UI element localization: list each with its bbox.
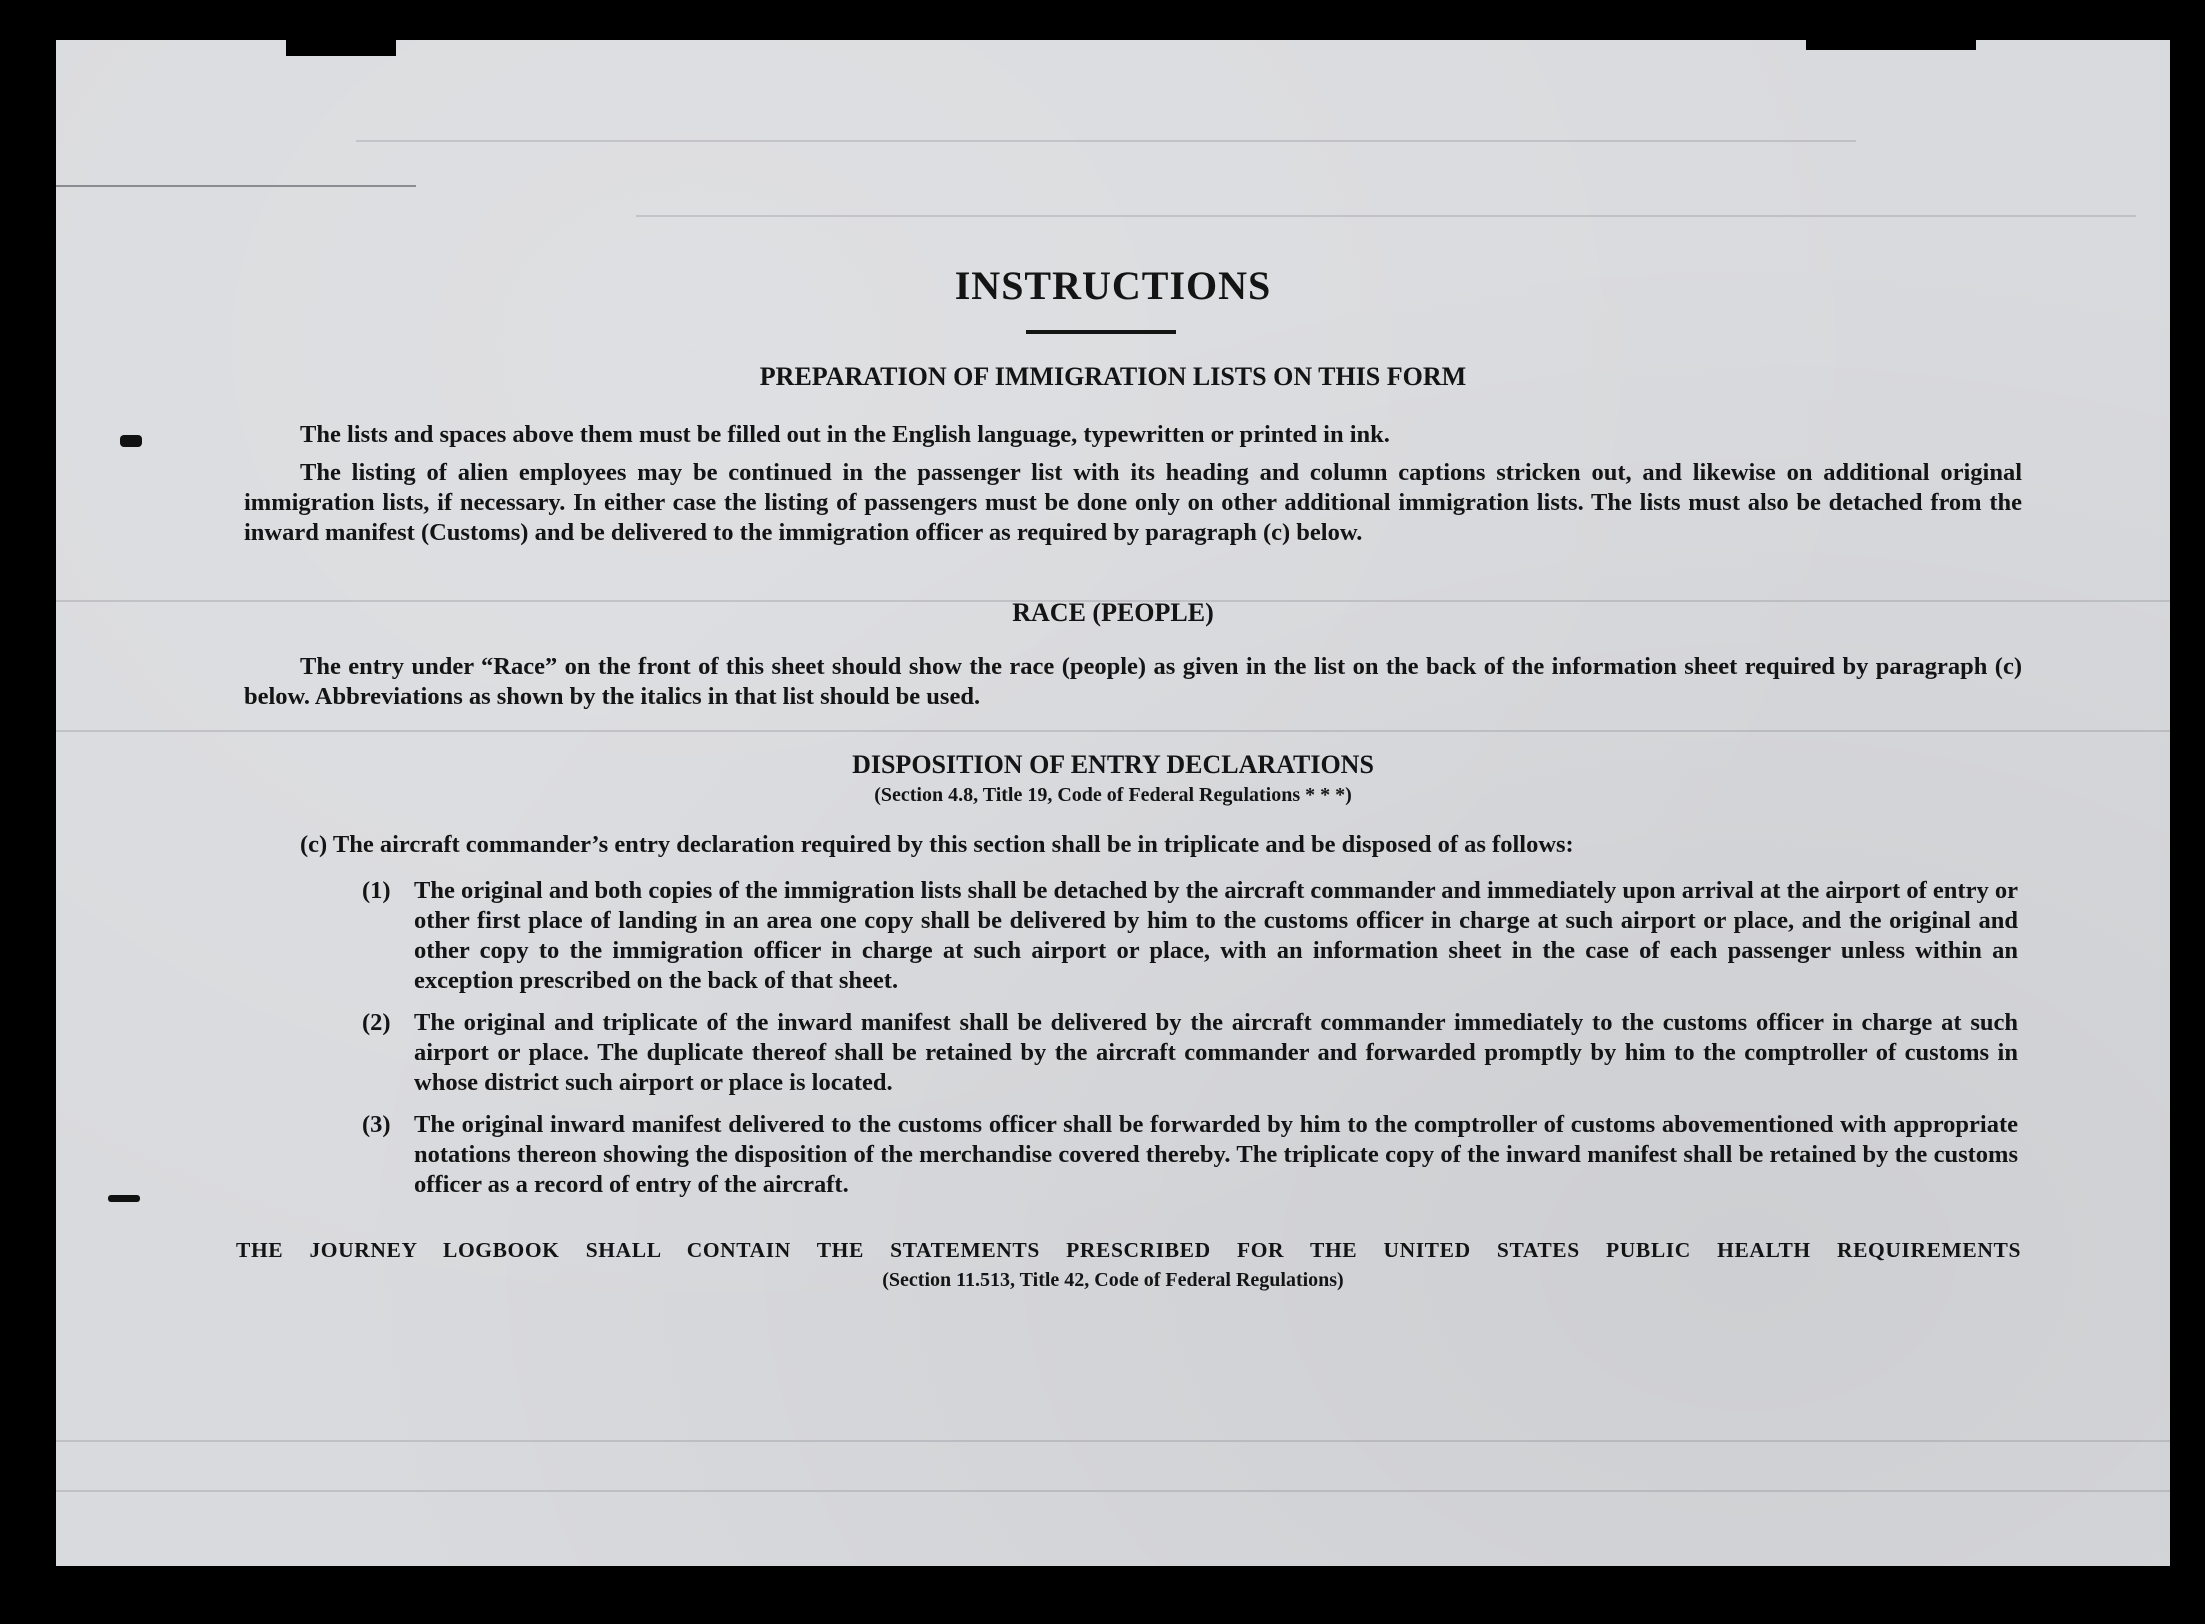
title-underline <box>1026 330 1176 334</box>
section-heading-disposition: DISPOSITION OF ENTRY DECLARATIONS <box>852 750 1374 779</box>
footer-citation: (Section 11.513, Title 42, Code of Federal Regulations) <box>882 1269 1344 1291</box>
disposition-intro: (c) The aircraft commander’s entry declaration required by this section shall be in triplicate and be disposed of as follows: <box>300 831 1574 858</box>
section-heading-race: RACE (PEOPLE) <box>1012 598 1214 627</box>
preparation-paragraph-1 <box>244 420 2022 450</box>
disposition-item-3 <box>362 1110 2018 1200</box>
preparation-paragraph-1-text: The lists and spaces above them must be filled out in the English language, typewritten or printed in ink. <box>300 421 1390 448</box>
item-number: (2) <box>362 1009 391 1036</box>
torn-edge-left <box>286 40 396 56</box>
disposition-item-1 <box>362 876 2018 996</box>
item-text: The original and triplicate of the inward manifest shall be delivered by the aircraft commander immediately to the customs officer in charge at such airport or place. The duplicate thereof shall be retained by the aircraft commander and forwarded promptly by him to the comptroller of customs in whose district such airport or place is located. <box>414 1009 2018 1096</box>
preparation-paragraph-2-text: The listing of alien employees may be continued in the passenger list with its heading and column captions stricken out, and likewise on additional original immigration lists, if necessary. In either case the listing of passengers must be done only on other additional immigration lists. The lists must also be detached from the inward manifest (Customs) and be delivered to the immigration officer as required by paragraph (c) below. <box>244 459 2022 546</box>
document-page <box>56 40 2170 1566</box>
section-heading-preparation: PREPARATION OF IMMIGRATION LISTS ON THIS FORM <box>759 362 1467 391</box>
item-text: The original and both copies of the immigration lists shall be detached by the aircraft commander and immediately upon arrival at the airport of entry or other first place of landing in an area one copy shall be delivered by him to the customs officer in charge at such airport or place, and the original and other copy to the immigration officer in charge at such airport or place, with an information sheet in the case of each passenger unless within an exception prescribed on the back of that sheet. <box>414 877 2018 994</box>
item-number: (3) <box>362 1111 391 1138</box>
page-title: INSTRUCTIONS <box>954 263 1272 308</box>
disposition-citation: (Section 4.8, Title 19, Code of Federal Regulations * * *) <box>874 784 1352 806</box>
margin-mark <box>108 1195 140 1202</box>
disposition-item-2 <box>362 1008 2018 1098</box>
item-text: The original inward manifest delivered to the customs officer shall be forwarded by him to the comptroller of customs abovementioned with appropriate notations thereon showing the disposition of the merchandise covered thereby. The triplicate copy of the inward manifest shall be retained by the customs officer as a record of entry of the aircraft. <box>414 1111 2018 1198</box>
margin-mark <box>120 435 142 447</box>
race-paragraph <box>244 652 2022 712</box>
footer-statement: THE JOURNEY LOGBOOK SHALL CONTAIN THE STATEMENTS PRESCRIBED FOR THE UNITED STATES PUBLIC HEALTH REQUIREMENTS <box>236 1238 2021 1262</box>
race-paragraph-text: The entry under “Race” on the front of this sheet should show the race (people) as given in the list on the back of the information sheet required by paragraph (c) below. Abbreviations as shown by the italics in that list should be used. <box>244 653 2022 710</box>
torn-edge-right <box>1806 40 1976 50</box>
item-number: (1) <box>362 877 391 904</box>
preparation-paragraph-2 <box>244 458 2022 548</box>
